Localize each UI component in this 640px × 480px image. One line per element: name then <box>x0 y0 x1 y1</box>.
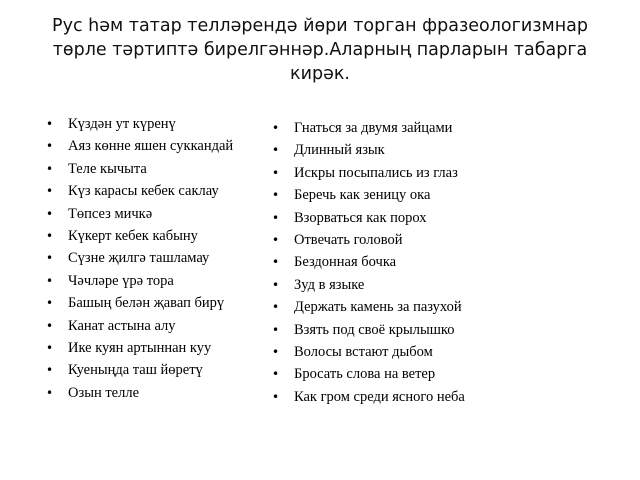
list-item <box>46 203 266 225</box>
list-item <box>272 296 512 318</box>
list-item-text: Гнаться за двумя зайцами <box>294 120 453 136</box>
bullet-icon: • <box>46 363 54 378</box>
list-item-text: Куеныңда таш йөретү <box>68 362 203 379</box>
list-item <box>46 359 266 381</box>
list-item <box>46 382 266 404</box>
bullet-icon: • <box>46 228 54 243</box>
list-item-text: Сүзне җилгә ташламау <box>68 250 210 267</box>
list-item <box>272 319 512 341</box>
list-item-text: Бросать слова на ветер <box>294 366 436 383</box>
list-item-text: Ике куян артыннан куу <box>68 339 212 356</box>
list-item <box>46 180 266 202</box>
list-item-text: Башың белән җавап бирү <box>68 295 225 312</box>
list-item <box>46 135 266 157</box>
list-item-text: Теле кычыта <box>68 160 147 177</box>
list-item-text: Күздән ут күренү <box>68 116 176 132</box>
bullet-icon: • <box>46 117 54 131</box>
list-item <box>272 274 512 296</box>
list-item-text: Аяз көнне яшен суккандай <box>68 138 234 155</box>
list-item-text: Держать камень за пазухой <box>294 299 462 316</box>
bullet-icon: • <box>46 206 54 221</box>
list-item-text: Взорваться как порох <box>294 209 427 226</box>
list-item-text: Озын телле <box>68 384 140 401</box>
list-item <box>46 113 266 135</box>
bullet-icon: • <box>46 273 54 288</box>
bullet-icon: • <box>272 232 280 247</box>
bullet-icon: • <box>272 367 280 382</box>
list-item <box>272 386 512 408</box>
bullet-icon: • <box>272 389 280 404</box>
bullet-icon: • <box>272 165 280 180</box>
bullet-icon: • <box>272 322 280 337</box>
list-item <box>272 207 512 229</box>
tatar-phrases-list <box>46 113 266 404</box>
list-item-text: Бездонная бочка <box>294 254 397 271</box>
bullet-icon: • <box>272 188 280 203</box>
bullet-icon: • <box>46 139 54 154</box>
list-item-text: Длинный язык <box>294 142 385 159</box>
list-item-text: Волосы встают дыбом <box>294 343 433 360</box>
list-item <box>272 363 512 385</box>
russian-phrases-list <box>272 117 512 408</box>
list-item <box>46 292 266 314</box>
bullet-icon: • <box>46 296 54 311</box>
bullet-icon: • <box>46 251 54 266</box>
list-item-text: Төпсез мичкә <box>68 205 153 222</box>
bullet-icon: • <box>272 300 280 315</box>
list-item-text: Искры посыпались из глаз <box>294 164 458 181</box>
slide-title: Рус һәм татар телләрендә йөри торган фразеологизмнар төрле тәртиптә бирелгәннәр.Аларның парларын табарга кирәк. <box>52 16 588 84</box>
list-item <box>272 162 512 184</box>
bullet-icon: • <box>272 255 280 270</box>
bullet-icon: • <box>272 210 280 225</box>
list-item <box>272 117 512 139</box>
list-item-text: Күкерт кебек кабыну <box>68 227 198 244</box>
bullet-icon: • <box>272 143 280 158</box>
bullet-icon: • <box>46 318 54 333</box>
bullet-icon: • <box>46 340 54 355</box>
list-item-text: Зуд в языке <box>294 276 365 293</box>
list-item <box>46 247 266 269</box>
list-item <box>272 229 512 251</box>
list-item <box>272 341 512 363</box>
list-item <box>272 184 512 206</box>
list-item <box>46 315 266 337</box>
bullet-icon: • <box>272 277 280 292</box>
list-item-text: Как гром среди ясного неба <box>294 388 465 405</box>
bullet-icon: • <box>46 184 54 199</box>
list-item-text: Күз карасы кебек саклау <box>68 183 219 200</box>
bullet-icon: • <box>46 161 54 176</box>
list-item <box>46 225 266 247</box>
bullet-icon: • <box>46 385 54 400</box>
list-item <box>272 251 512 273</box>
list-item-text: Беречь как зеницу ока <box>294 187 431 204</box>
bullet-icon: • <box>272 344 280 359</box>
list-item <box>46 270 266 292</box>
list-item <box>272 139 512 161</box>
list-item-text: Отвечать головой <box>294 231 403 248</box>
list-item <box>46 158 266 180</box>
list-item <box>46 337 266 359</box>
list-item-text: Канат астына алу <box>68 317 176 334</box>
list-item-text: Чәчләре үрә тора <box>68 272 174 289</box>
list-item-text: Взять под своё крылышко <box>294 321 455 338</box>
bullet-icon: • <box>272 121 280 135</box>
